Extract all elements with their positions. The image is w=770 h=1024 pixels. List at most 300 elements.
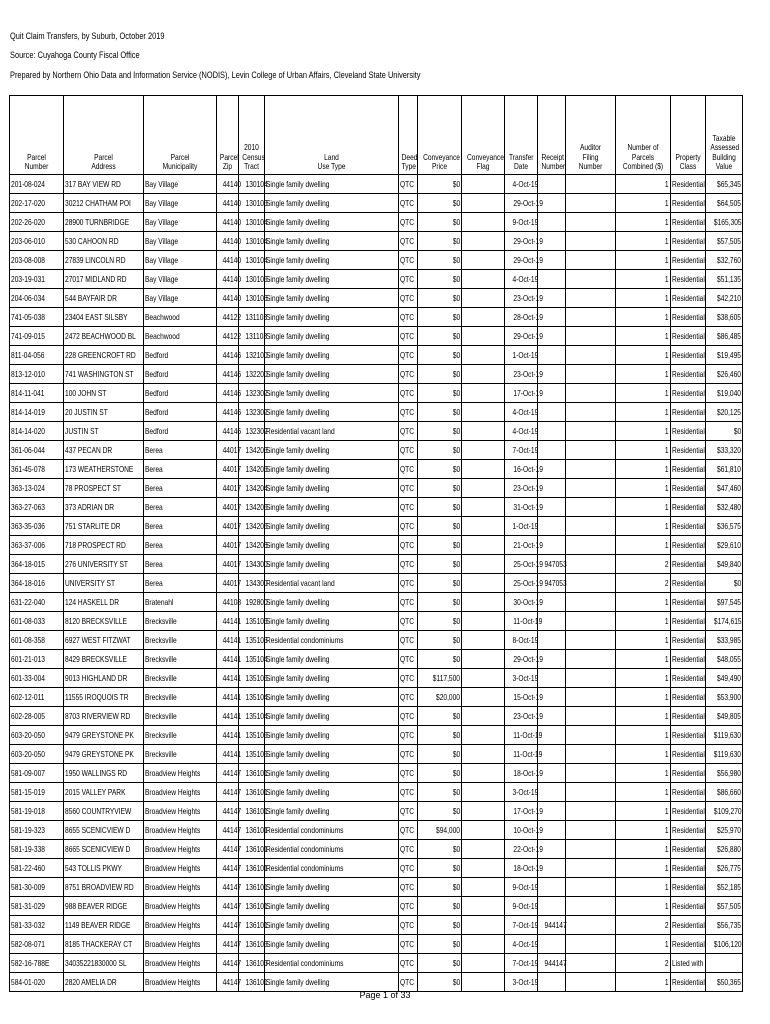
- table-cell: 204-06-034: [10, 289, 64, 308]
- table-cell: [538, 213, 566, 232]
- table-cell: 136101: [239, 897, 265, 916]
- table-cell: Residential: [671, 251, 706, 270]
- table-cell: $0: [418, 479, 462, 498]
- table-cell: 44017: [217, 574, 239, 593]
- table-cell: 1-Oct-19: [505, 346, 538, 365]
- table-cell: 1: [616, 346, 671, 365]
- table-cell: QTC: [399, 954, 418, 973]
- table-cell: QTC: [399, 422, 418, 441]
- table-cell: Berea: [144, 517, 217, 536]
- table-cell: [538, 270, 566, 289]
- table-row: [10, 897, 743, 916]
- table-cell: 44147: [217, 783, 239, 802]
- table-cell: 1: [616, 973, 671, 992]
- table-cell: [566, 536, 616, 555]
- table-cell: QTC: [399, 175, 418, 194]
- table-cell: $0: [418, 574, 462, 593]
- table-cell: 44140: [217, 194, 239, 213]
- table-cell: Single family dwelling: [265, 612, 399, 631]
- table-cell: [462, 460, 505, 479]
- table-cell: $0: [418, 631, 462, 650]
- table-cell: 44147: [217, 840, 239, 859]
- table-cell: $57,505: [706, 232, 743, 251]
- table-cell: 2472 BEACHWOOD BL: [64, 327, 144, 346]
- table-cell: $19,495: [706, 346, 743, 365]
- table-cell: [566, 574, 616, 593]
- table-cell: [462, 935, 505, 954]
- table-cell: Residential: [671, 916, 706, 935]
- table-cell: [462, 859, 505, 878]
- table-cell: [462, 536, 505, 555]
- table-cell: UNIVERSITY ST: [64, 574, 144, 593]
- table-cell: $0: [418, 175, 462, 194]
- table-cell: 44122: [217, 308, 239, 327]
- table-cell: $97,545: [706, 593, 743, 612]
- table-cell: Residential: [671, 536, 706, 555]
- table-cell: Broadview Heights: [144, 802, 217, 821]
- page-number: Page 1 of 33: [359, 990, 411, 1000]
- table-cell: [566, 973, 616, 992]
- table-cell: 1: [616, 593, 671, 612]
- table-cell: 1: [616, 536, 671, 555]
- table-cell: Residential vacant land: [265, 574, 399, 593]
- table-cell: Brecksville: [144, 612, 217, 631]
- table-cell: 3-Oct-19: [505, 973, 538, 992]
- table-cell: Broadview Heights: [144, 821, 217, 840]
- table-cell: 1: [616, 517, 671, 536]
- table-cell: 530 CAHOON RD: [64, 232, 144, 251]
- table-cell: [462, 593, 505, 612]
- table-cell: [462, 973, 505, 992]
- table-cell: $106,120: [706, 935, 743, 954]
- table-row: [10, 384, 743, 403]
- table-cell: Single family dwelling: [265, 593, 399, 612]
- table-cell: Brecksville: [144, 688, 217, 707]
- table-cell: 813-12-010: [10, 365, 64, 384]
- table-cell: QTC: [399, 973, 418, 992]
- table-cell: 44140: [217, 175, 239, 194]
- table-cell: 44147: [217, 935, 239, 954]
- table-cell: QTC: [399, 859, 418, 878]
- table-cell: 543 TOLLIS PKWY: [64, 859, 144, 878]
- table-cell: 44147: [217, 897, 239, 916]
- table-cell: QTC: [399, 441, 418, 460]
- table-cell: [706, 954, 743, 973]
- table-cell: 44141: [217, 612, 239, 631]
- table-cell: Residential: [671, 783, 706, 802]
- table-cell: 1: [616, 194, 671, 213]
- table-cell: 1: [616, 859, 671, 878]
- table-cell: Berea: [144, 441, 217, 460]
- table-row: [10, 346, 743, 365]
- table-cell: 30-Oct-19: [505, 593, 538, 612]
- table-cell: [462, 270, 505, 289]
- table-cell: Berea: [144, 479, 217, 498]
- table-cell: 131103: [239, 308, 265, 327]
- table-cell: [462, 365, 505, 384]
- table-cell: 1: [616, 327, 671, 346]
- table-cell: $20,125: [706, 403, 743, 422]
- table-cell: [566, 783, 616, 802]
- table-cell: 811-04-056: [10, 346, 64, 365]
- table-cell: [566, 688, 616, 707]
- table-cell: Brecksville: [144, 669, 217, 688]
- table-row: [10, 859, 743, 878]
- table-cell: Broadview Heights: [144, 916, 217, 935]
- table-cell: $0: [418, 517, 462, 536]
- table-cell: [462, 707, 505, 726]
- table-row: [10, 422, 743, 441]
- table-cell: Single family dwelling: [265, 650, 399, 669]
- table-cell: 31-Oct-19: [505, 498, 538, 517]
- table-cell: Residential: [671, 403, 706, 422]
- table-cell: QTC: [399, 517, 418, 536]
- column-header: Parcel Number: [10, 96, 64, 175]
- report-source: Source: Cuyahoga County Fiscal Office: [10, 50, 140, 61]
- table-cell: 1: [616, 251, 671, 270]
- table-cell: [538, 878, 566, 897]
- table-cell: 1: [616, 422, 671, 441]
- table-cell: 1: [616, 821, 671, 840]
- table-cell: 1149 BEAVER RIDGE: [64, 916, 144, 935]
- table-cell: $119,630: [706, 745, 743, 764]
- table-cell: Single family dwelling: [265, 308, 399, 327]
- table-cell: $0: [418, 498, 462, 517]
- table-cell: $61,810: [706, 460, 743, 479]
- table-cell: Single family dwelling: [265, 251, 399, 270]
- table-cell: $49,840: [706, 555, 743, 574]
- table-cell: [566, 916, 616, 935]
- table-cell: 134300: [239, 555, 265, 574]
- table-cell: [566, 270, 616, 289]
- table-row: [10, 954, 743, 973]
- table-cell: Residential condominiums: [265, 840, 399, 859]
- table-cell: 603-20-050: [10, 745, 64, 764]
- table-cell: Residential: [671, 574, 706, 593]
- table-cell: 134204: [239, 479, 265, 498]
- table-cell: Residential condominiums: [265, 631, 399, 650]
- table-cell: 44017: [217, 555, 239, 574]
- table-cell: 134205: [239, 517, 265, 536]
- table-cell: 581-33-032: [10, 916, 64, 935]
- table-cell: $51,135: [706, 270, 743, 289]
- table-cell: 44140: [217, 289, 239, 308]
- table-cell: Berea: [144, 555, 217, 574]
- table-cell: Bay Village: [144, 289, 217, 308]
- table-cell: 9-Oct-19: [505, 213, 538, 232]
- table-cell: QTC: [399, 631, 418, 650]
- table-cell: Residential: [671, 745, 706, 764]
- table-cell: 132302: [239, 422, 265, 441]
- table-cell: $0: [418, 346, 462, 365]
- table-cell: 1: [616, 498, 671, 517]
- table-cell: 124 HASKELL DR: [64, 593, 144, 612]
- table-cell: [462, 498, 505, 517]
- table-cell: QTC: [399, 346, 418, 365]
- table-cell: 741-09-015: [10, 327, 64, 346]
- table-cell: $86,485: [706, 327, 743, 346]
- table-cell: 135105: [239, 726, 265, 745]
- table-cell: 34035221830000 SL: [64, 954, 144, 973]
- table-cell: Single family dwelling: [265, 175, 399, 194]
- table-cell: $50,365: [706, 973, 743, 992]
- column-header: Parcel Address: [64, 96, 144, 175]
- table-cell: 130105: [239, 270, 265, 289]
- table-cell: 16-Oct-19: [505, 460, 538, 479]
- table-cell: $47,460: [706, 479, 743, 498]
- table-cell: 23404 EAST SILSBY: [64, 308, 144, 327]
- table-cell: $0: [418, 726, 462, 745]
- table-cell: 44146: [217, 422, 239, 441]
- table-cell: $0: [418, 365, 462, 384]
- table-cell: $49,805: [706, 707, 743, 726]
- table-cell: 1: [616, 764, 671, 783]
- table-cell: Broadview Heights: [144, 897, 217, 916]
- table-cell: $0: [418, 840, 462, 859]
- table-cell: [462, 764, 505, 783]
- table-cell: 15-Oct-19: [505, 688, 538, 707]
- table-cell: [462, 422, 505, 441]
- table-cell: Residential: [671, 289, 706, 308]
- table-cell: [462, 403, 505, 422]
- column-header: Conveyance Price: [418, 96, 462, 175]
- table-cell: 1: [616, 460, 671, 479]
- table-row: [10, 403, 743, 422]
- table-cell: 1: [616, 232, 671, 251]
- table-cell: [566, 365, 616, 384]
- table-cell: [566, 726, 616, 745]
- table-cell: Single family dwelling: [265, 327, 399, 346]
- table-cell: $0: [418, 251, 462, 270]
- table-cell: Berea: [144, 574, 217, 593]
- table-cell: 581-30-009: [10, 878, 64, 897]
- table-cell: 130106: [239, 289, 265, 308]
- table-cell: 602-12-011: [10, 688, 64, 707]
- table-cell: 130104: [239, 213, 265, 232]
- table-cell: Single family dwelling: [265, 935, 399, 954]
- table-cell: [538, 175, 566, 194]
- table-cell: 44017: [217, 441, 239, 460]
- table-cell: Single family dwelling: [265, 764, 399, 783]
- table-cell: Listed with: [671, 954, 706, 973]
- table-cell: 581-15-019: [10, 783, 64, 802]
- table-cell: QTC: [399, 270, 418, 289]
- table-cell: 44147: [217, 878, 239, 897]
- table-cell: 603-20-050: [10, 726, 64, 745]
- table-cell: QTC: [399, 707, 418, 726]
- table-cell: $0: [418, 954, 462, 973]
- column-header: Number of Parcels Combined ($): [616, 96, 671, 175]
- table-cell: 27017 MIDLAND RD: [64, 270, 144, 289]
- table-cell: QTC: [399, 498, 418, 517]
- table-cell: [566, 441, 616, 460]
- table-row: [10, 973, 743, 992]
- table-cell: Residential: [671, 213, 706, 232]
- table-cell: [566, 631, 616, 650]
- table-cell: [538, 517, 566, 536]
- table-cell: 8560 COUNTRYVIEW: [64, 802, 144, 821]
- table-cell: [538, 897, 566, 916]
- table-cell: Single family dwelling: [265, 916, 399, 935]
- table-cell: QTC: [399, 916, 418, 935]
- table-cell: $49,490: [706, 669, 743, 688]
- table-cell: 44108: [217, 593, 239, 612]
- table-cell: $0: [418, 403, 462, 422]
- table-cell: 44147: [217, 916, 239, 935]
- column-header: Conveyance Flag: [462, 96, 505, 175]
- table-cell: 44146: [217, 346, 239, 365]
- table-cell: Residential: [671, 897, 706, 916]
- table-cell: 132200: [239, 365, 265, 384]
- table-cell: [462, 802, 505, 821]
- table-cell: 135103: [239, 631, 265, 650]
- table-row: [10, 650, 743, 669]
- table-cell: Bay Village: [144, 213, 217, 232]
- table-cell: Residential: [671, 175, 706, 194]
- table-cell: 20 JUSTIN ST: [64, 403, 144, 422]
- table-cell: Single family dwelling: [265, 498, 399, 517]
- table-cell: QTC: [399, 213, 418, 232]
- table-cell: 201-08-024: [10, 175, 64, 194]
- table-cell: 136101: [239, 878, 265, 897]
- table-cell: [462, 726, 505, 745]
- table-cell: Single family dwelling: [265, 973, 399, 992]
- table-cell: [566, 403, 616, 422]
- table-row: [10, 289, 743, 308]
- table-cell: 136103: [239, 954, 265, 973]
- table-cell: Brecksville: [144, 650, 217, 669]
- table-cell: [566, 175, 616, 194]
- table-cell: QTC: [399, 232, 418, 251]
- table-row: [10, 878, 743, 897]
- table-cell: 1: [616, 802, 671, 821]
- table-cell: $0: [418, 289, 462, 308]
- table-cell: 9-Oct-19: [505, 878, 538, 897]
- table-cell: 28900 TURNBRIDGE: [64, 213, 144, 232]
- table-cell: Single family dwelling: [265, 365, 399, 384]
- table-cell: 134203: [239, 460, 265, 479]
- table-cell: 581-19-018: [10, 802, 64, 821]
- table-cell: [566, 954, 616, 973]
- table-cell: 361-45-078: [10, 460, 64, 479]
- table-cell: QTC: [399, 821, 418, 840]
- table-cell: [462, 213, 505, 232]
- table-cell: 23-Oct-19: [505, 479, 538, 498]
- table-cell: $36,575: [706, 517, 743, 536]
- table-cell: Single family dwelling: [265, 194, 399, 213]
- table-cell: Residential: [671, 422, 706, 441]
- table-cell: 1: [616, 384, 671, 403]
- table-cell: $0: [418, 802, 462, 821]
- table-cell: Brecksville: [144, 631, 217, 650]
- table-cell: 10-Oct-19: [505, 821, 538, 840]
- table-cell: 136101: [239, 916, 265, 935]
- table-cell: [538, 935, 566, 954]
- table-cell: Broadview Heights: [144, 764, 217, 783]
- table-cell: 44017: [217, 479, 239, 498]
- table-cell: [462, 745, 505, 764]
- table-cell: 1: [616, 612, 671, 631]
- table-cell: 44146: [217, 403, 239, 422]
- table-row: [10, 498, 743, 517]
- table-cell: 3-Oct-19: [505, 783, 538, 802]
- table-cell: Residential: [671, 631, 706, 650]
- table-cell: 988 BEAVER RIDGE: [64, 897, 144, 916]
- table-cell: Residential: [671, 802, 706, 821]
- table-cell: $0: [706, 574, 743, 593]
- table-cell: 136103: [239, 935, 265, 954]
- table-cell: [566, 289, 616, 308]
- table-row: [10, 536, 743, 555]
- table-cell: $56,980: [706, 764, 743, 783]
- table-cell: Single family dwelling: [265, 555, 399, 574]
- table-cell: 44141: [217, 707, 239, 726]
- table-cell: Broadview Heights: [144, 783, 217, 802]
- table-cell: [566, 384, 616, 403]
- table-cell: Residential: [671, 764, 706, 783]
- table-row: [10, 517, 743, 536]
- table-cell: Residential: [671, 821, 706, 840]
- table-cell: 78 PROSPECT ST: [64, 479, 144, 498]
- table-cell: 11-Oct-19: [505, 745, 538, 764]
- table-cell: $0: [418, 707, 462, 726]
- table-cell: 814-14-019: [10, 403, 64, 422]
- table-row: [10, 840, 743, 859]
- table-cell: 136101: [239, 764, 265, 783]
- table-row: [10, 574, 743, 593]
- table-cell: 364-18-016: [10, 574, 64, 593]
- table-cell: 1: [616, 726, 671, 745]
- table-cell: 135104: [239, 707, 265, 726]
- table-cell: 741-05-038: [10, 308, 64, 327]
- table-cell: 4-Oct-19: [505, 935, 538, 954]
- table-cell: QTC: [399, 764, 418, 783]
- table-cell: [566, 460, 616, 479]
- table-cell: QTC: [399, 574, 418, 593]
- table-cell: 947053: [538, 574, 566, 593]
- table-cell: 44141: [217, 726, 239, 745]
- table-cell: $94,000: [418, 821, 462, 840]
- table-cell: Residential: [671, 194, 706, 213]
- table-cell: $57,505: [706, 897, 743, 916]
- table-cell: [538, 403, 566, 422]
- table-cell: 134206: [239, 536, 265, 555]
- table-cell: 135105: [239, 745, 265, 764]
- table-cell: Residential: [671, 707, 706, 726]
- table-cell: $26,775: [706, 859, 743, 878]
- table-cell: 44141: [217, 650, 239, 669]
- table-cell: Single family dwelling: [265, 403, 399, 422]
- table-cell: 8751 BROADVIEW RD: [64, 878, 144, 897]
- table-cell: 203-06-010: [10, 232, 64, 251]
- table-cell: $165,305: [706, 213, 743, 232]
- column-header: Property Class: [671, 96, 706, 175]
- table-cell: [566, 650, 616, 669]
- table-cell: QTC: [399, 593, 418, 612]
- table-cell: Residential condominiums: [265, 859, 399, 878]
- table-cell: [566, 308, 616, 327]
- table-cell: 131103: [239, 327, 265, 346]
- table-cell: [462, 688, 505, 707]
- table-cell: $32,760: [706, 251, 743, 270]
- table-cell: Residential: [671, 270, 706, 289]
- table-cell: [462, 346, 505, 365]
- table-cell: Residential: [671, 650, 706, 669]
- table-cell: 17-Oct-19: [505, 384, 538, 403]
- table-cell: 1950 WALLINGS RD: [64, 764, 144, 783]
- table-row: [10, 745, 743, 764]
- table-cell: 1: [616, 840, 671, 859]
